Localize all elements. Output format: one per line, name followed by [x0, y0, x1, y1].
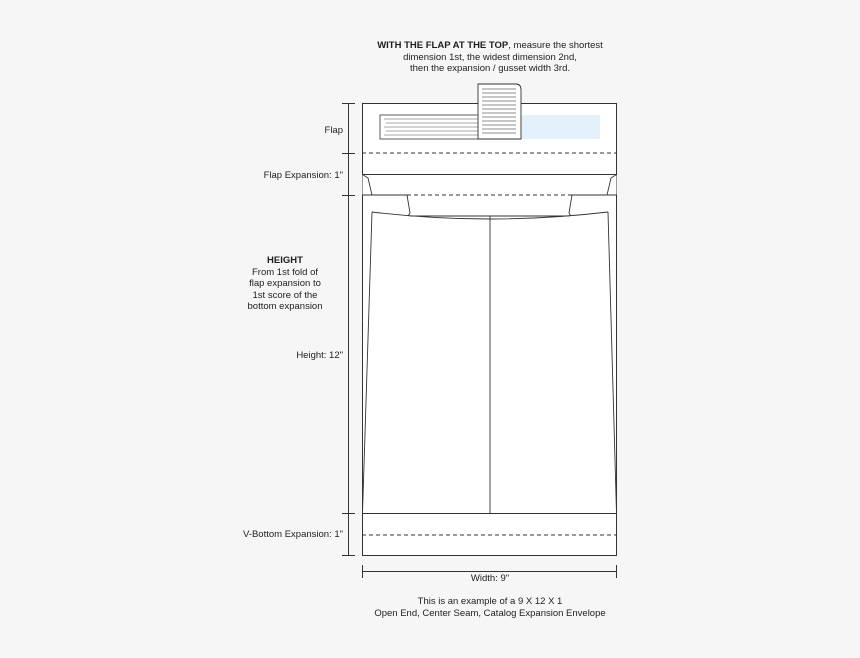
instructions-line3: then the expansion / gusset width 3rd. [409, 63, 571, 74]
caption-line2: Open End, Center Seam, Catalog Expansion Envelope [374, 607, 606, 619]
vertical-dimension-line [342, 103, 355, 556]
peel-tab [478, 84, 521, 139]
instructions-bold: WITH THE FLAP AT THE TOP [377, 40, 509, 51]
height-value-label: Height: 12" [296, 350, 343, 361]
caption-line1: This is an example of a 9 X 12 X 1 [417, 596, 563, 607]
height-title: HEIGHT [267, 255, 303, 266]
flap-expansion-label: Flap Expansion: 1" [263, 170, 343, 181]
height-desc-line1: From 1st fold of [252, 266, 318, 278]
width-label: Width: 9" [470, 573, 510, 584]
flap-label: Flap [324, 125, 343, 136]
instructions-line2: dimension 1st, the widest dimension 2nd, [403, 51, 577, 63]
height-desc-line3: 1st score of the [252, 289, 318, 301]
height-desc-line2: flap expansion to [249, 278, 321, 289]
height-description [230, 255, 340, 313]
v-bottom-label: V-Bottom Expansion: 1" [242, 529, 343, 540]
instructions-text [340, 40, 640, 75]
height-desc-line4: bottom expansion [247, 301, 323, 312]
caption [330, 596, 650, 619]
instructions-rest: , measure the shortest [508, 40, 603, 51]
envelope-outline [363, 104, 617, 556]
